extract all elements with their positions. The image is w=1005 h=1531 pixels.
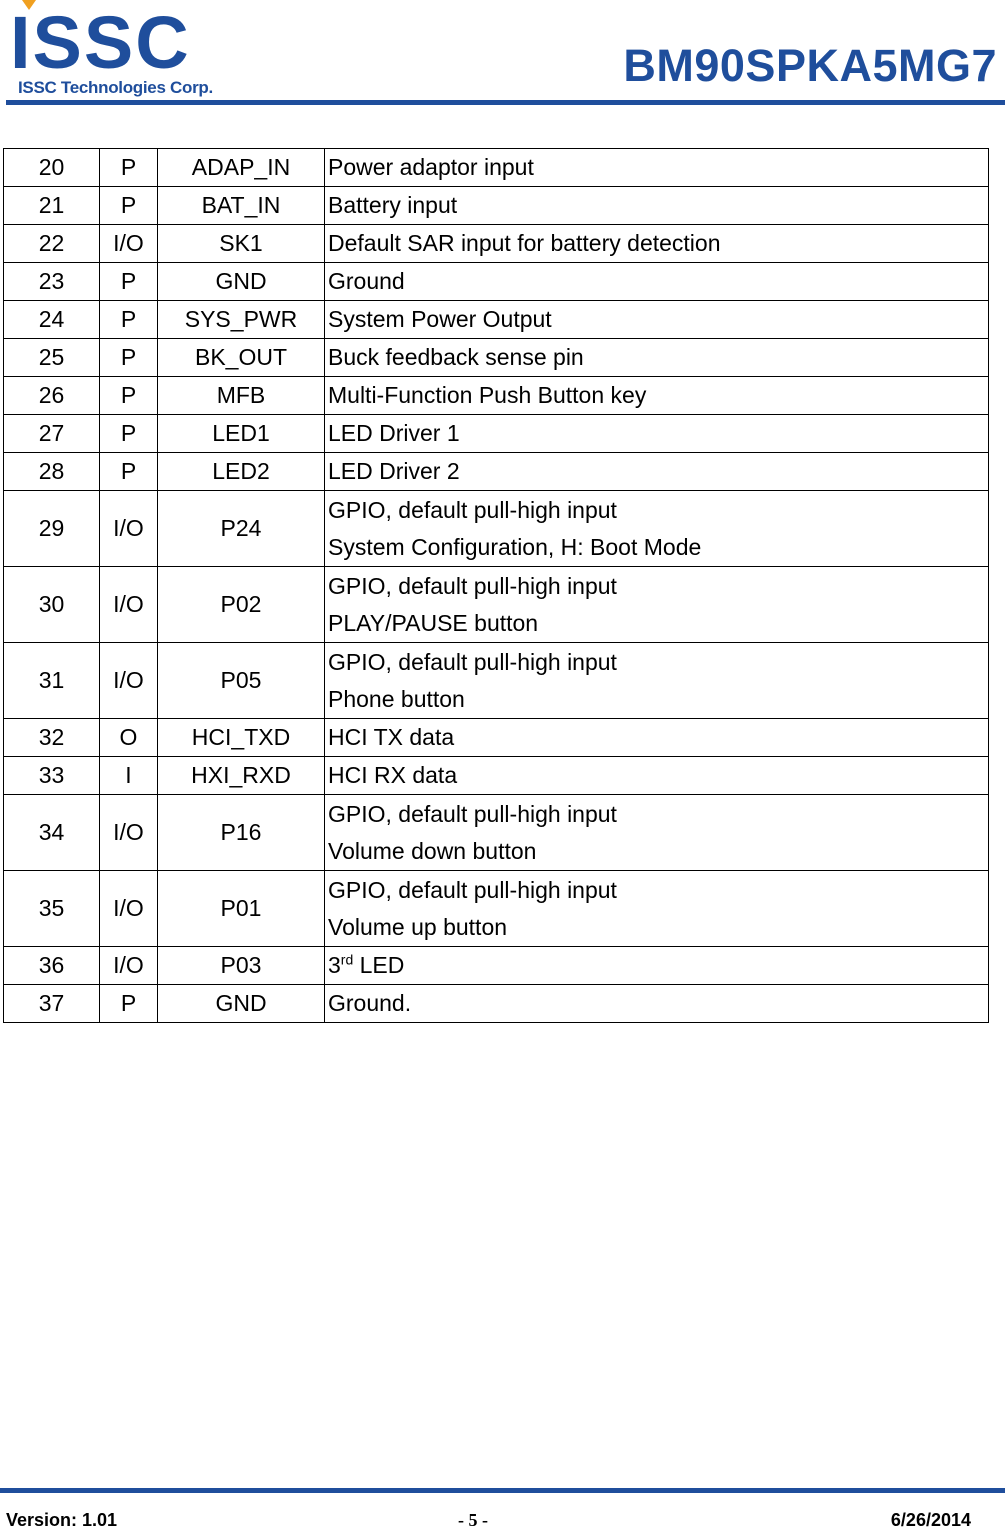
- description-line: GPIO, default pull-high input: [328, 800, 617, 827]
- pin-type: P: [100, 985, 158, 1023]
- pin-number: 21: [4, 187, 100, 225]
- description-line: GPIO, default pull-high input: [328, 648, 617, 675]
- pin-name: P01: [158, 871, 325, 947]
- pin-description: [325, 377, 989, 415]
- description-line: Phone button: [328, 685, 465, 712]
- pin-description: [325, 301, 989, 339]
- description-line: Ground.: [328, 990, 412, 1016]
- pin-description: [325, 985, 989, 1023]
- logo-subtitle: ISSC Technologies Corp.: [18, 78, 213, 97]
- page-number: - 5 -: [458, 1510, 488, 1530]
- pin-number: 37: [4, 985, 100, 1023]
- pin-description: [325, 453, 989, 491]
- pin-type: I/O: [100, 795, 158, 871]
- pin-type: P: [100, 339, 158, 377]
- header-divider: [6, 100, 1005, 105]
- pin-type: I/O: [100, 225, 158, 263]
- pin-description: [325, 187, 989, 225]
- pin-name: P05: [158, 643, 325, 719]
- description-text: 3: [328, 952, 341, 978]
- pin-type: I/O: [100, 491, 158, 567]
- pin-type: P: [100, 415, 158, 453]
- pin-table-body: [4, 149, 989, 1023]
- table-row: [4, 225, 989, 263]
- pin-name: HCI_TXD: [158, 719, 325, 757]
- pin-type: O: [100, 719, 158, 757]
- description-line: LED Driver 1: [328, 420, 460, 446]
- pin-number: 35: [4, 871, 100, 947]
- footer-divider: [0, 1488, 1005, 1493]
- pin-description: [325, 263, 989, 301]
- pin-type: P: [100, 301, 158, 339]
- table-row: [4, 415, 989, 453]
- pin-description: [325, 225, 989, 263]
- ordinal-suffix: rd: [340, 951, 354, 968]
- description-line: Battery input: [328, 192, 458, 218]
- pin-type: P: [100, 263, 158, 301]
- pin-number: 25: [4, 339, 100, 377]
- table-row: [4, 263, 989, 301]
- pin-description: [325, 339, 989, 377]
- pin-name: SK1: [158, 225, 325, 263]
- table-row: [4, 187, 989, 225]
- pin-name: BAT_IN: [158, 187, 325, 225]
- pin-name: P03: [158, 947, 325, 985]
- pin-number: 30: [4, 567, 100, 643]
- table-row: [4, 871, 989, 947]
- pin-type: P: [100, 149, 158, 187]
- table-row: [4, 149, 989, 187]
- pin-type: P: [100, 453, 158, 491]
- description-line: HCI RX data: [328, 762, 458, 788]
- issc-logo: [8, 0, 238, 100]
- description-line: LED Driver 2: [328, 458, 460, 484]
- pin-description: [325, 643, 989, 719]
- pin-number: 24: [4, 301, 100, 339]
- pin-name: LED2: [158, 453, 325, 491]
- description-line: System Power Output: [328, 306, 552, 332]
- pin-type: P: [100, 377, 158, 415]
- description-line: System Configuration, H: Boot Mode: [328, 533, 702, 560]
- pin-number: 20: [4, 149, 100, 187]
- pin-type: I/O: [100, 643, 158, 719]
- table-row: [4, 567, 989, 643]
- description-line: Volume up button: [328, 913, 508, 940]
- table-row: [4, 453, 989, 491]
- pin-description: [325, 415, 989, 453]
- pin-description-table: [3, 148, 989, 1023]
- pin-number: 22: [4, 225, 100, 263]
- description-line: Ground: [328, 268, 405, 294]
- document-date: 6/26/2014: [890, 1510, 971, 1530]
- pin-description: [325, 149, 989, 187]
- pin-name: P16: [158, 795, 325, 871]
- pin-number: 27: [4, 415, 100, 453]
- pin-description: [325, 757, 989, 795]
- pin-name: P24: [158, 491, 325, 567]
- pin-number: 29: [4, 491, 100, 567]
- issc-logo-mark: [8, 0, 238, 80]
- pin-type: I/O: [100, 567, 158, 643]
- description-line: GPIO, default pull-high input: [328, 572, 617, 599]
- table-row: [4, 301, 989, 339]
- pin-type: I/O: [100, 871, 158, 947]
- pin-number: 26: [4, 377, 100, 415]
- description-text: LED: [353, 952, 405, 978]
- pin-name: BK_OUT: [158, 339, 325, 377]
- version-label: Version: 1.01: [6, 1510, 118, 1530]
- pin-description: [325, 947, 989, 985]
- pin-name: GND: [158, 985, 325, 1023]
- description-line: Power adaptor input: [328, 154, 534, 180]
- description-line: HCI TX data: [328, 724, 455, 750]
- pin-number: 34: [4, 795, 100, 871]
- table-row: [4, 339, 989, 377]
- pin-type: I: [100, 757, 158, 795]
- pin-number: 28: [4, 453, 100, 491]
- table-row: [4, 719, 989, 757]
- description-line: Multi-Function Push Button key: [328, 382, 647, 408]
- pin-name: HXI_RXD: [158, 757, 325, 795]
- pin-description: [325, 719, 989, 757]
- table-row: [4, 643, 989, 719]
- pin-number: 32: [4, 719, 100, 757]
- pin-type: P: [100, 187, 158, 225]
- pin-name: MFB: [158, 377, 325, 415]
- pin-name: ADAP_IN: [158, 149, 325, 187]
- pin-name: LED1: [158, 415, 325, 453]
- table-row: [4, 757, 989, 795]
- table-row: [4, 947, 989, 985]
- document-title: BM90SPKA5MG7: [623, 40, 997, 91]
- table-row: [4, 985, 989, 1023]
- table-row: [4, 795, 989, 871]
- pin-number: 36: [4, 947, 100, 985]
- table-row: [4, 377, 989, 415]
- pin-number: 31: [4, 643, 100, 719]
- pin-type: I/O: [100, 947, 158, 985]
- logo-wordmark: ISSC: [10, 1, 191, 80]
- pin-description: [325, 567, 989, 643]
- table-row: [4, 491, 989, 567]
- description-line: Volume down button: [328, 837, 537, 864]
- description-line: PLAY/PAUSE button: [328, 609, 539, 636]
- pin-description: [325, 491, 989, 567]
- description-line: Default SAR input for battery detection: [328, 230, 721, 256]
- pin-description: [325, 795, 989, 871]
- description-line: GPIO, default pull-high input: [328, 876, 617, 903]
- description-line: Buck feedback sense pin: [328, 344, 584, 370]
- pin-description: [325, 871, 989, 947]
- pin-name: P02: [158, 567, 325, 643]
- pin-number: 33: [4, 757, 100, 795]
- pin-name: GND: [158, 263, 325, 301]
- description-line: GPIO, default pull-high input: [328, 496, 617, 523]
- pin-name: SYS_PWR: [158, 301, 325, 339]
- pin-number: 23: [4, 263, 100, 301]
